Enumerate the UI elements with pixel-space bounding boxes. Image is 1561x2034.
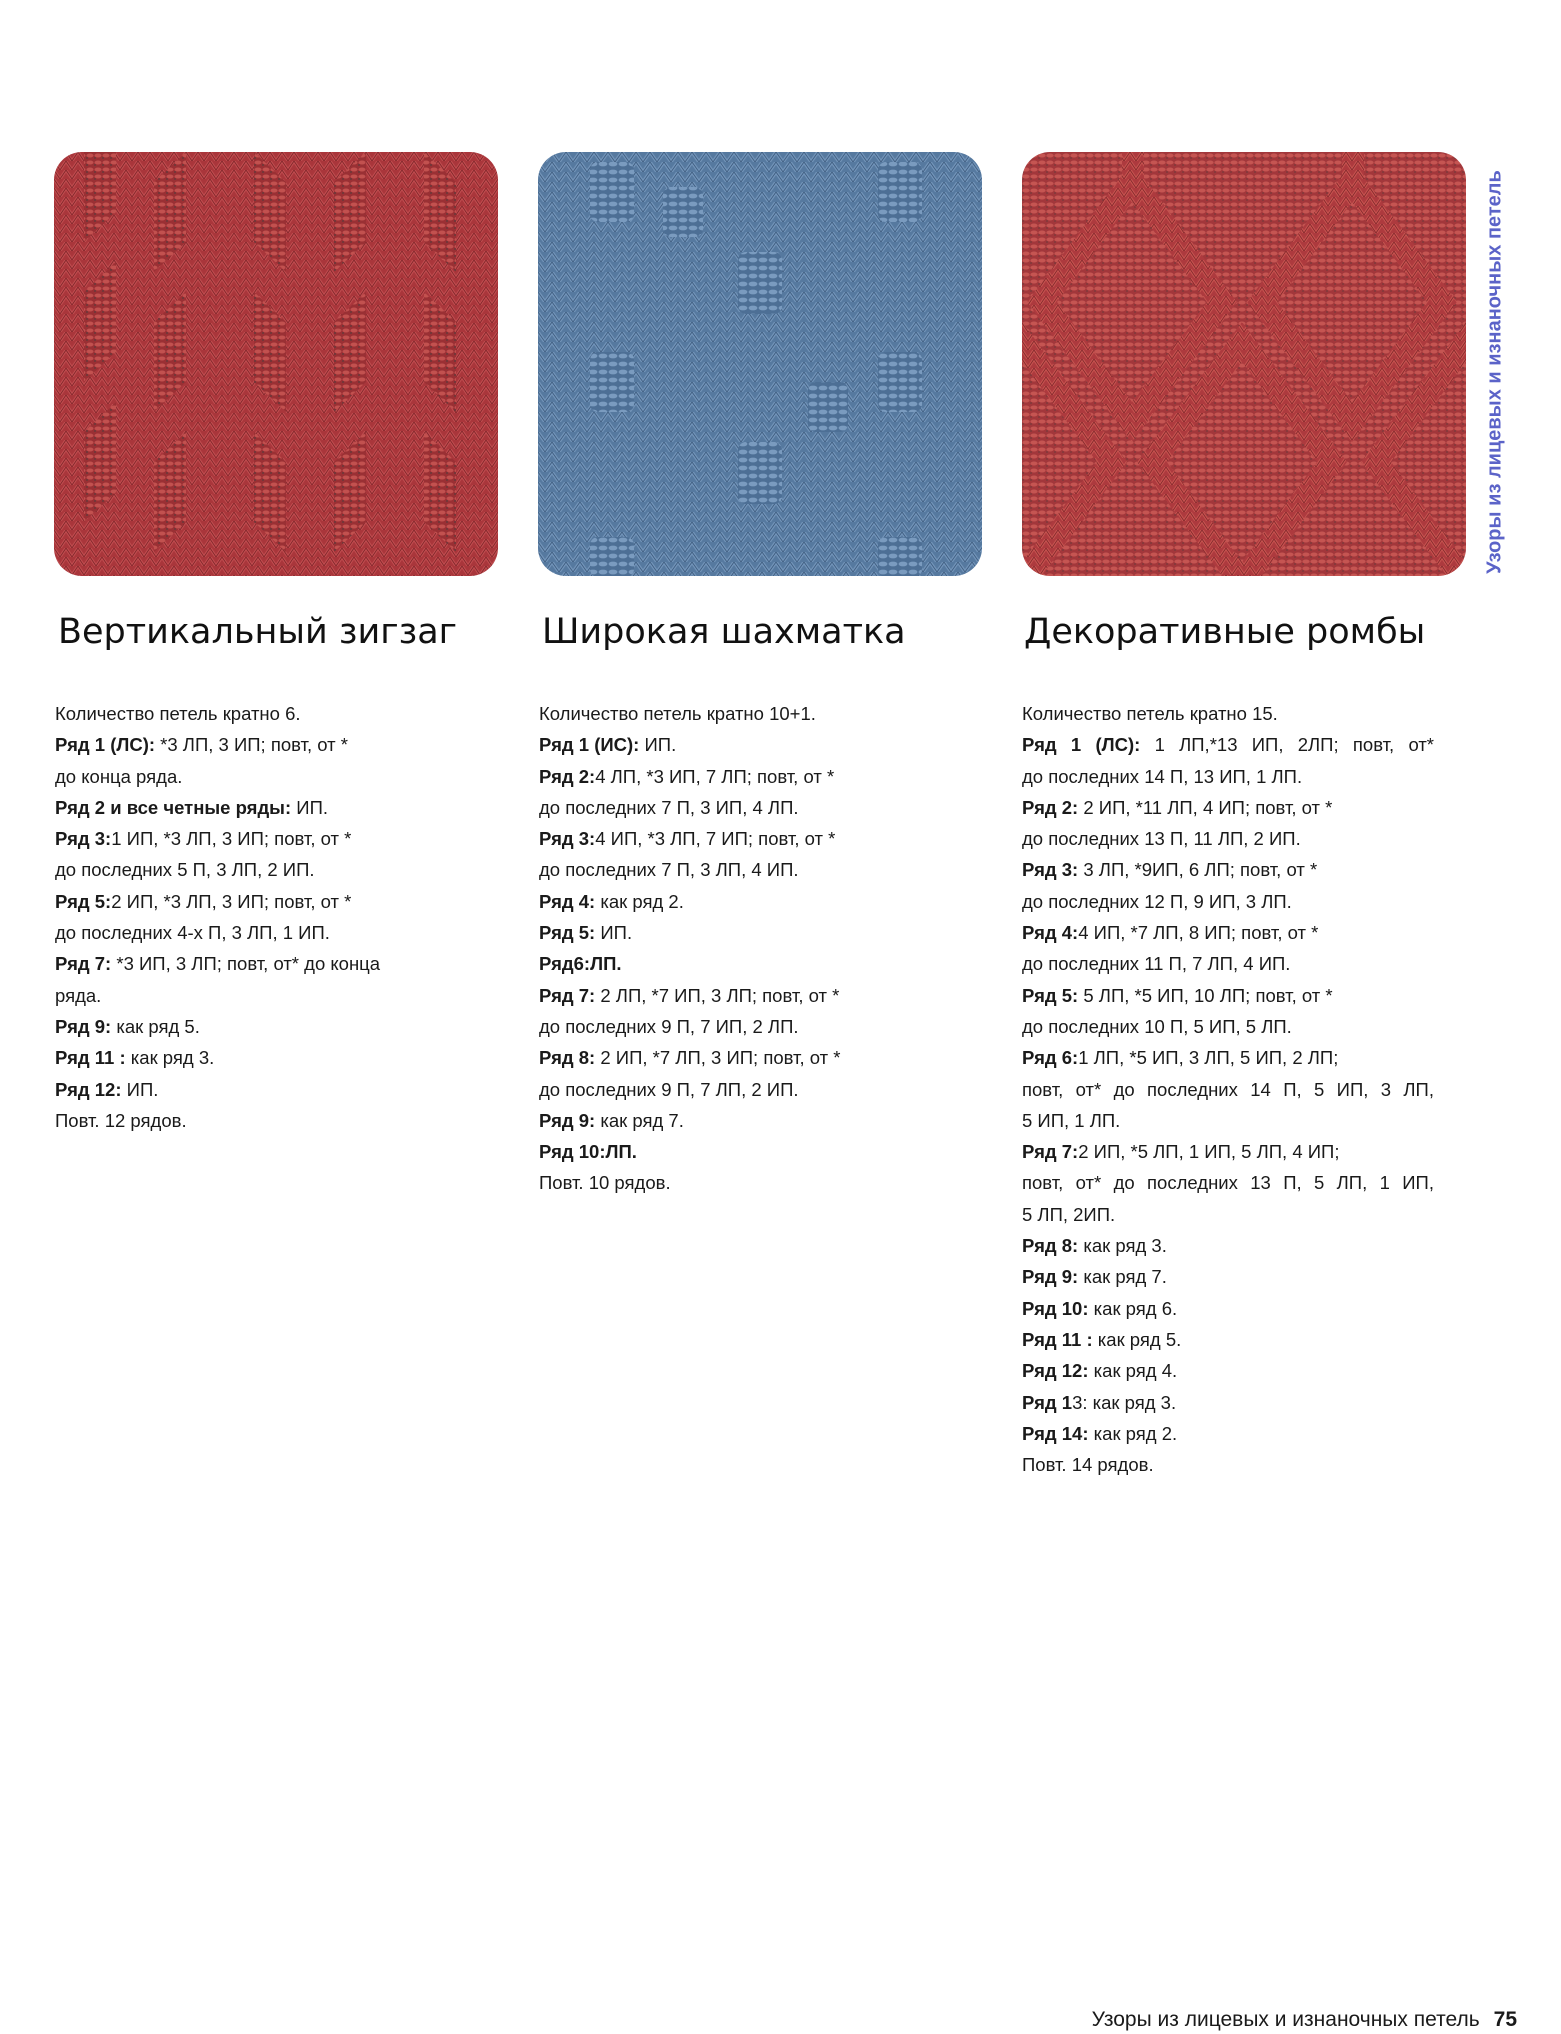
instruction-line	[539, 1167, 899, 1198]
row-label: Ряд 1 (ЛС):	[55, 734, 156, 756]
row-text: 1 ЛП,*13 ИП, 2ЛП; повт, от*	[1140, 734, 1434, 756]
instruction-line	[539, 1011, 899, 1042]
instruction-line	[55, 761, 455, 792]
instruction-line	[539, 698, 899, 729]
row-text: ИП.	[121, 1078, 159, 1100]
row-label: Ряд 9:	[1022, 1266, 1079, 1288]
row-text: 2 ИП, *11 ЛП, 4 ИП; повт, от *	[1078, 796, 1333, 818]
row-text: Повт. 10 рядов.	[539, 1172, 671, 1194]
row-label: Ряд 1	[1022, 1391, 1073, 1413]
row-label: Ряд 4:	[539, 890, 596, 912]
row-label: Ряд 2 и все четные ряды:	[55, 796, 292, 818]
row-text: как ряд 6.	[1088, 1297, 1178, 1319]
instruction-line	[55, 1042, 455, 1073]
row-text: как ряд 4.	[1088, 1360, 1178, 1382]
instruction-line	[1022, 886, 1446, 917]
row-text: *3 ИП, 3 ЛП; повт, от* до конца	[111, 953, 381, 975]
row-text: до последних 14 П, 13 ИП, 1 ЛП.	[1022, 765, 1303, 787]
instruction-line	[1022, 917, 1446, 948]
row-label: Ряд 1 (ИС):	[539, 734, 640, 756]
row-label: Ряд 5:	[1022, 984, 1079, 1006]
instruction-line	[1022, 1449, 1446, 1480]
row-label: Ряд 9:	[539, 1109, 596, 1131]
instruction-line	[1022, 1355, 1446, 1386]
instruction-line	[55, 729, 455, 760]
instruction-line	[1022, 980, 1446, 1011]
instruction-line	[1022, 1293, 1446, 1324]
instruction-line	[539, 1074, 899, 1105]
page-footer	[1092, 2008, 1517, 2032]
knit-texture-blue	[538, 152, 982, 576]
row-text: как ряд 7.	[1078, 1266, 1167, 1288]
row-text: как ряд 2.	[595, 890, 684, 912]
instruction-line	[1022, 1387, 1446, 1418]
row-label: Ряд 12:	[1022, 1360, 1089, 1382]
row-text: до последних 13 П, 11 ЛП, 2 ИП.	[1022, 828, 1301, 850]
row-text: до последних 9 П, 7 ИП, 2 ЛП.	[539, 1015, 799, 1037]
instruction-line	[55, 698, 455, 729]
row-label: Ряд 9:	[55, 1015, 112, 1037]
footer-title: Узоры из лицевых и изнаночных петель	[1091, 2008, 1480, 2031]
instruction-line	[55, 980, 455, 1011]
pattern-instructions-3	[1022, 698, 1446, 1480]
knit-texture-red-2	[1022, 152, 1466, 576]
instruction-line	[539, 948, 899, 979]
instruction-line	[1022, 1011, 1446, 1042]
page-number: 75	[1493, 2008, 1517, 2031]
instruction-line	[539, 761, 899, 792]
instruction-line	[539, 917, 899, 948]
row-text: ИП.	[291, 796, 329, 818]
row-text: повт, от* до последних 13 П, 5 ЛП, 1 ИП,	[1022, 1172, 1434, 1194]
instruction-line	[539, 823, 899, 854]
instruction-line	[539, 1042, 899, 1073]
instruction-line	[539, 886, 899, 917]
row-label: Ряд 2:	[1022, 796, 1079, 818]
row-text: 2 ИП, *7 ЛП, 3 ИП; повт, от *	[595, 1047, 841, 1069]
row-text: 4 ИП, *7 ЛП, 8 ИП; повт, от *	[1078, 922, 1319, 944]
pattern-title-2: Широкая шахматка	[542, 612, 906, 652]
instruction-line	[539, 792, 899, 823]
knit-texture-red-1	[54, 152, 498, 576]
instruction-line	[1022, 1324, 1446, 1355]
row-text: Количество петель кратно 15.	[1022, 703, 1278, 724]
row-label: Ряд 8:	[1022, 1235, 1079, 1257]
row-text: 2 ИП, *5 ЛП, 1 ИП, 5 ЛП, 4 ИП;	[1078, 1141, 1340, 1163]
instruction-line	[55, 1074, 455, 1105]
instruction-line	[1022, 792, 1446, 823]
row-text: *3 ЛП, 3 ИП; повт, от *	[155, 734, 348, 756]
row-label: Ряд 3:	[55, 828, 112, 850]
row-label: Ряд 3:	[539, 828, 596, 850]
row-text: ИП.	[595, 922, 633, 944]
pattern-title-3: Декоративные ромбы	[1024, 612, 1426, 652]
row-label: Ряд 5:	[55, 890, 112, 912]
row-text: до последних 7 П, 3 ИП, 4 ЛП.	[539, 796, 799, 818]
row-text: 2 ИП, *3 ЛП, 3 ИП; повт, от *	[111, 890, 352, 912]
instruction-line	[55, 948, 455, 979]
instruction-line	[1022, 1230, 1446, 1261]
row-label: Ряд 11 :	[55, 1047, 126, 1069]
row-label: Ряд 14:	[1022, 1422, 1089, 1444]
instruction-line	[1022, 1167, 1434, 1198]
instruction-line	[539, 1105, 899, 1136]
row-text: 1 ИП, *3 ЛП, 3 ИП; повт, от *	[111, 828, 352, 850]
row-text: ИП.	[639, 734, 677, 756]
instruction-line	[1022, 854, 1446, 885]
instruction-line	[1022, 761, 1446, 792]
row-text: 2 ЛП, *7 ИП, 3 ЛП; повт, от *	[595, 984, 840, 1006]
instruction-line	[1022, 1105, 1446, 1136]
instruction-line	[55, 886, 455, 917]
row-text: как ряд 5.	[1092, 1328, 1182, 1350]
row-text: 3: как ряд 3.	[1072, 1391, 1177, 1413]
pattern-instructions-1	[55, 698, 455, 1136]
row-label: Ряд 1 (ЛС):	[1022, 734, 1141, 756]
row-text: как ряд 3.	[1078, 1235, 1167, 1257]
row-label: Ряд 7:	[539, 984, 596, 1006]
row-label: Ряд 6:	[1022, 1047, 1079, 1069]
row-text: Количество петель кратно 6.	[55, 703, 301, 724]
row-text: 4 ИП, *3 ЛП, 7 ИП; повт, от *	[595, 828, 836, 850]
swatch-photo-decorative-diamonds	[1022, 152, 1466, 576]
instruction-line	[1022, 1261, 1446, 1292]
row-text: до последних 11 П, 7 ЛП, 4 ИП.	[1022, 953, 1291, 975]
instruction-line	[55, 917, 455, 948]
instruction-line	[55, 1105, 455, 1136]
row-label: Ряд 11 :	[1022, 1328, 1093, 1350]
pattern-instructions-2	[539, 698, 899, 1199]
instruction-line	[1022, 823, 1446, 854]
row-label: Ряд 2:	[539, 765, 596, 787]
row-label: Ряд 10:ЛП.	[539, 1141, 637, 1163]
row-text: ряда.	[55, 984, 102, 1006]
row-text: 5 ЛП, 2ИП.	[1022, 1203, 1116, 1225]
row-text: как ряд 7.	[595, 1109, 684, 1131]
side-section-text: Узоры из лицевых и изнаночных петель	[1483, 170, 1506, 574]
row-label: Ряд 12:	[55, 1078, 122, 1100]
row-text: Повт. 12 рядов.	[55, 1109, 187, 1131]
row-label: Ряд 7:	[1022, 1141, 1079, 1163]
row-text: 5 ИП, 1 ЛП.	[1022, 1109, 1121, 1131]
instruction-line	[1022, 1074, 1434, 1105]
row-text: до конца ряда.	[55, 765, 183, 787]
row-text: до последних 9 П, 7 ЛП, 2 ИП.	[539, 1078, 799, 1100]
instruction-line	[1022, 1042, 1446, 1073]
row-text: как ряд 2.	[1088, 1422, 1178, 1444]
row-text: до последних 10 П, 5 ИП, 5 ЛП.	[1022, 1015, 1292, 1037]
row-text: Количество петель кратно 10+1.	[539, 703, 816, 724]
row-text: 4 ЛП, *3 ИП, 7 ЛП; повт, от *	[595, 765, 835, 787]
row-text: 5 ЛП, *5 ИП, 10 ЛП; повт, от *	[1078, 984, 1333, 1006]
swatch-photo-wide-checker	[538, 152, 982, 576]
row-label: Ряд 4:	[1022, 922, 1079, 944]
row-label: Ряд 8:	[539, 1047, 596, 1069]
swatch-photo-vertical-zigzag	[54, 152, 498, 576]
row-text: как ряд 5.	[111, 1015, 200, 1037]
row-text: до последних 7 П, 3 ЛП, 4 ИП.	[539, 859, 799, 881]
instruction-line	[1022, 1136, 1446, 1167]
instruction-line	[539, 729, 899, 760]
instruction-line	[55, 1011, 455, 1042]
instruction-line	[55, 823, 455, 854]
instruction-line	[539, 854, 899, 885]
instruction-line	[55, 792, 455, 823]
row-text: как ряд 3.	[125, 1047, 215, 1069]
row-text: 1 ЛП, *5 ИП, 3 ЛП, 5 ИП, 2 ЛП;	[1078, 1047, 1339, 1069]
row-label: Ряд 5:	[539, 922, 596, 944]
row-text: до последних 4-х П, 3 ЛП, 1 ИП.	[55, 922, 330, 944]
instruction-line	[1022, 729, 1434, 760]
instruction-line	[539, 1136, 899, 1167]
row-text: до последних 5 П, 3 ЛП, 2 ИП.	[55, 859, 315, 881]
row-text: Повт. 14 рядов.	[1022, 1454, 1154, 1476]
instruction-line	[1022, 698, 1446, 729]
row-label: Ряд6:ЛП.	[539, 953, 622, 975]
instruction-line	[539, 980, 899, 1011]
row-label: Ряд 7:	[55, 953, 112, 975]
row-label: Ряд 10:	[1022, 1297, 1089, 1319]
instruction-line	[1022, 948, 1446, 979]
instruction-line	[55, 854, 455, 885]
row-label: Ряд 3:	[1022, 859, 1079, 881]
pattern-title-1: Вертикальный зигзаг	[58, 612, 458, 652]
instruction-line	[1022, 1199, 1446, 1230]
row-text: повт, от* до последних 14 П, 5 ИП, 3 ЛП,	[1022, 1078, 1434, 1100]
row-text: до последних 12 П, 9 ИП, 3 ЛП.	[1022, 890, 1292, 912]
instruction-line	[1022, 1418, 1446, 1449]
row-text: 3 ЛП, *9ИП, 6 ЛП; повт, от *	[1078, 859, 1318, 881]
